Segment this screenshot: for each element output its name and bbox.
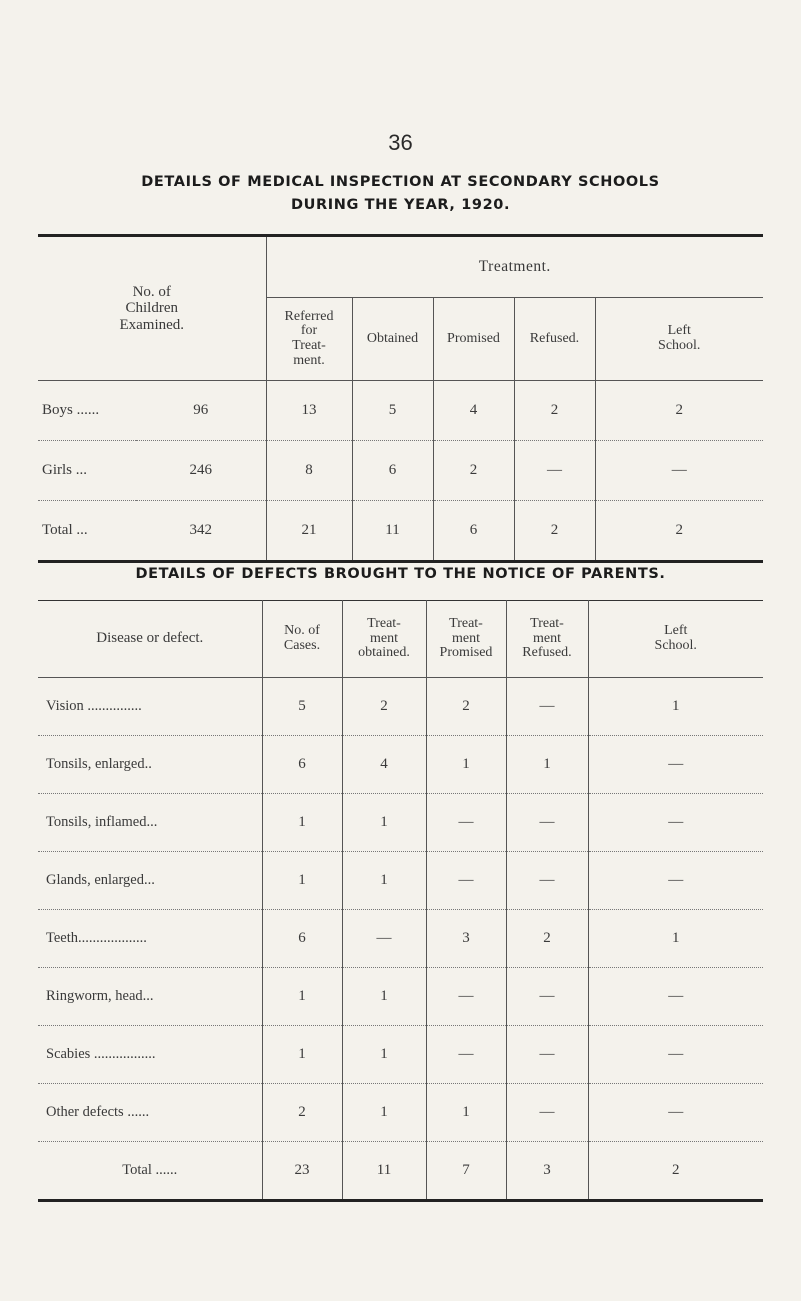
cell-value: 1 xyxy=(588,678,763,736)
table-row xyxy=(38,736,763,794)
cell-value: — xyxy=(588,968,763,1026)
cell-value: 23 xyxy=(262,1142,342,1201)
cell-value: 5 xyxy=(262,678,342,736)
defect-label: Total ...... xyxy=(38,1142,262,1201)
cell-value: — xyxy=(506,852,588,910)
cell-value: — xyxy=(588,1084,763,1142)
cell-value: 1 xyxy=(262,1026,342,1084)
table-row xyxy=(38,678,763,736)
defect-label: Scabies ................. xyxy=(38,1026,262,1084)
cell-value: — xyxy=(426,968,506,1026)
table-row xyxy=(38,910,763,968)
cell-value: 11 xyxy=(342,1142,426,1201)
title-defects: DETAILS OF DEFECTS BROUGHT TO THE NOTICE OF PARENTS. xyxy=(135,566,666,582)
table-row xyxy=(38,1084,763,1142)
cell-value: — xyxy=(506,1084,588,1142)
table-row-total xyxy=(38,1142,763,1201)
cell-value: 4 xyxy=(342,736,426,794)
cell-value: — xyxy=(506,794,588,852)
cell-value: — xyxy=(588,852,763,910)
defect-label: Ringworm, head... xyxy=(38,968,262,1026)
refused-header: Refused. xyxy=(514,298,595,381)
table-row xyxy=(38,968,763,1026)
defect-label: Tonsils, enlarged.. xyxy=(38,736,262,794)
cell-value: 1 xyxy=(506,736,588,794)
defect-label: Tonsils, inflamed... xyxy=(38,794,262,852)
cell-value: 1 xyxy=(342,1026,426,1084)
cell-value: 2 xyxy=(262,1084,342,1142)
cell-value: — xyxy=(588,1026,763,1084)
cell-value: 6 xyxy=(262,910,342,968)
cell-value: 7 xyxy=(426,1142,506,1201)
disease-header: Disease or defect. xyxy=(38,601,262,678)
title-inspection: DETAILS OF MEDICAL INSPECTION AT SECONDARY SCHOOLS xyxy=(141,174,660,190)
cell-value: — xyxy=(426,1026,506,1084)
title-year: DURING THE YEAR, 1920. xyxy=(290,197,511,213)
obtained-header: Obtained xyxy=(352,298,433,381)
page-number: 36 xyxy=(388,130,413,155)
table-row xyxy=(38,852,763,910)
cell-value: 1 xyxy=(262,852,342,910)
examined-header: No. of Children Examined. xyxy=(38,236,266,381)
promised-header: Promised xyxy=(433,298,514,381)
table-row xyxy=(38,794,763,852)
cell-value: 1 xyxy=(262,794,342,852)
table-row: Girls ... 246 8 6 2 — — xyxy=(38,441,763,501)
defect-label: Other defects ...... xyxy=(38,1084,262,1142)
cell-value: 1 xyxy=(588,910,763,968)
cell-value: 2 xyxy=(506,910,588,968)
defect-label: Glands, enlarged... xyxy=(38,852,262,910)
defects-table xyxy=(38,600,763,1202)
cell-value: — xyxy=(426,852,506,910)
cell-value: 6 xyxy=(262,736,342,794)
cell-value: 1 xyxy=(426,1084,506,1142)
left-school-header: Left School. xyxy=(588,601,763,678)
defect-label: Vision ............... xyxy=(38,678,262,736)
left-school-header: Left School. xyxy=(595,298,763,381)
cell-value: 2 xyxy=(672,1162,680,1178)
cell-value: — xyxy=(426,794,506,852)
defect-label: Teeth................... xyxy=(38,910,262,968)
cell-value: — xyxy=(506,968,588,1026)
cell-value: 1 xyxy=(342,794,426,852)
cell-value: 2 xyxy=(426,678,506,736)
cell-value: 2 xyxy=(342,678,426,736)
cell-value: — xyxy=(588,736,763,794)
promised-header: Treat- ment Promised xyxy=(426,601,506,678)
cell-value: — xyxy=(506,1026,588,1084)
cell-value: 3 xyxy=(506,1142,588,1201)
inspection-table xyxy=(38,234,763,563)
cell-value: 1 xyxy=(342,968,426,1026)
obtained-header: Treat- ment obtained. xyxy=(342,601,426,678)
cell-value: 1 xyxy=(426,736,506,794)
cell-value: — xyxy=(588,794,763,852)
treatment-header: Treatment. xyxy=(266,236,763,298)
cell-value: 1 xyxy=(262,968,342,1026)
cell-value: 1 xyxy=(342,852,426,910)
cell-value: 1 xyxy=(342,1084,426,1142)
table-row xyxy=(38,1026,763,1084)
cell-value: — xyxy=(506,678,588,736)
cell-value: — xyxy=(342,910,426,968)
table-row: Boys ...... 96 13 5 4 2 2 xyxy=(38,381,763,441)
cell-value: 3 xyxy=(426,910,506,968)
cases-header: No. of Cases. xyxy=(262,601,342,678)
table-row-total: Total ... 342 21 11 6 2 2 xyxy=(38,501,763,562)
refused-header: Treat- ment Refused. xyxy=(506,601,588,678)
referred-header: Referred for Treat- ment. xyxy=(266,298,352,381)
